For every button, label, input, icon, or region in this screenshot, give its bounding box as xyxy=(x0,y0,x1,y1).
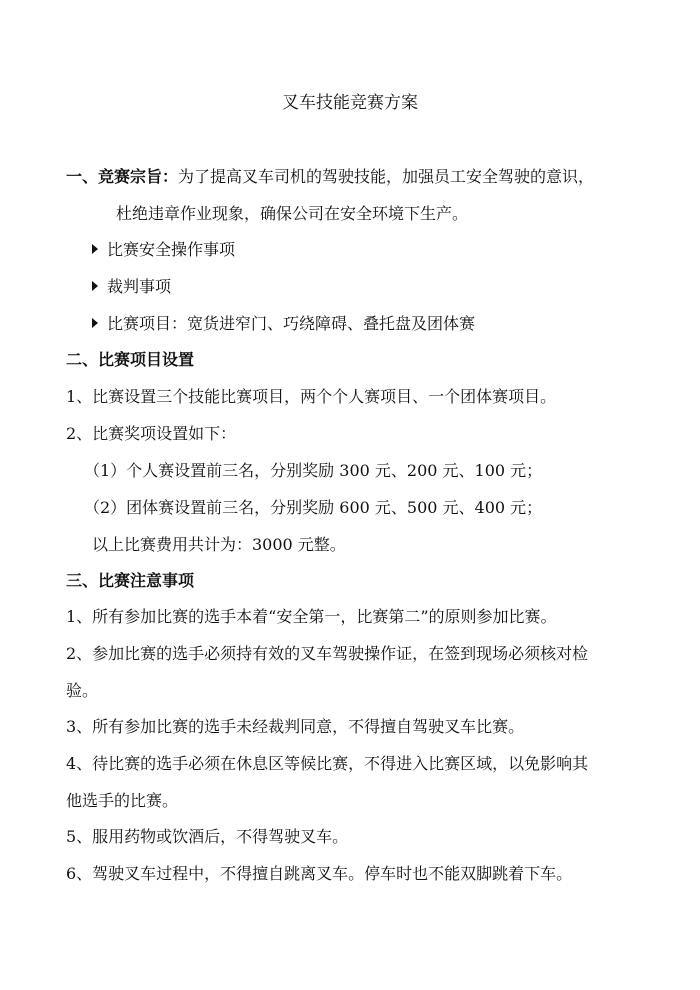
rule-5: 5、服用药物或饮酒后，不得驾驶叉车。 xyxy=(66,827,349,846)
rule-1: 1、所有参加比赛的选手本着“安全第一，比赛第二”的原则参加比赛。 xyxy=(66,607,557,626)
section-2-item-1: 1、比赛设置三个技能比赛项目，两个个人赛项目、一个团体赛项目。 xyxy=(66,387,557,406)
rule-3: 3、所有参加比赛的选手未经裁判同意，不得擅自驾驶叉车比赛。 xyxy=(66,717,525,736)
bullet-text: 裁判事项 xyxy=(107,277,172,296)
prize-individual: （1）个人赛设置前三名，分别奖励 300 元、200 元、100 元； xyxy=(84,461,543,480)
purpose-text-line2: 杜绝违章作业现象，确保公司在安全环境下生产。 xyxy=(116,204,469,223)
purpose-paragraph xyxy=(66,166,594,188)
bullet-item xyxy=(92,313,475,335)
bullet-item xyxy=(92,239,235,261)
section-3-heading: 三、比赛注意事项 xyxy=(66,571,195,590)
bullet-text: 比赛安全操作事项 xyxy=(107,240,236,259)
document-title: 叉车技能竞赛方案 xyxy=(282,93,418,113)
rule-2-line1: 2、参加比赛的选手必须持有效的叉车驾驶操作证，在签到现场必须核对检 xyxy=(66,644,589,663)
bullet-arrow-icon xyxy=(92,244,98,254)
section-1-heading: 一、竞赛宗旨： xyxy=(66,167,179,186)
section-2-heading: 二、比赛项目设置 xyxy=(66,350,195,369)
prize-team: （2）团体赛设置前三名，分别奖励 600 元、500 元、400 元； xyxy=(84,498,543,517)
bullet-text: 比赛项目：宽货进窄门、巧绕障碍、叠托盘及团体赛 xyxy=(107,314,476,333)
rule-2-line2: 验。 xyxy=(66,681,99,700)
rule-6: 6、驾驶叉车过程中，不得擅自跳离叉车。停车时也不能双脚跳着下车。 xyxy=(66,864,573,883)
rule-4-line2: 他选手的比赛。 xyxy=(66,791,179,810)
bullet-arrow-icon xyxy=(92,318,98,328)
rule-4-line1: 4、待比赛的选手必须在休息区等候比赛，不得进入比赛区域，以免影响其 xyxy=(66,754,589,773)
bullet-item xyxy=(92,276,171,298)
total-cost: 以上比赛费用共计为：3000 元整。 xyxy=(92,535,346,554)
section-2-item-2: 2、比赛奖项设置如下： xyxy=(66,424,237,443)
purpose-text-line1: 为了提高叉车司机的驾驶技能，加强员工安全驾驶的意识， xyxy=(178,167,595,186)
bullet-arrow-icon xyxy=(92,281,98,291)
